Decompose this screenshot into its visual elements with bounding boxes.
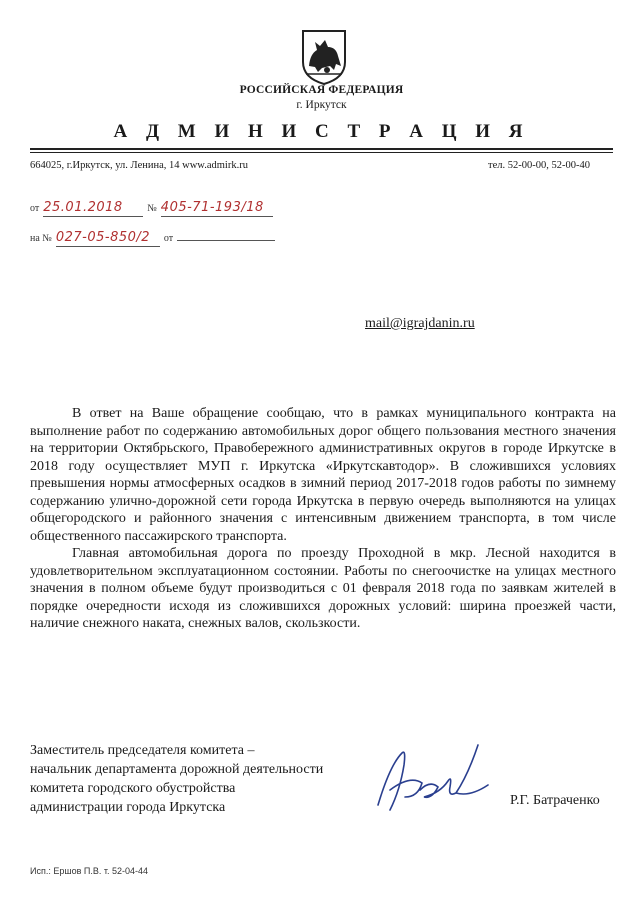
- country-name: РОССИЙСКАЯ ФЕДЕРАЦИЯ: [239, 84, 404, 96]
- registration-number: 405-71-193/18: [160, 200, 264, 215]
- signatory-title: [30, 741, 323, 817]
- registration-date: 25.01.2018: [43, 200, 123, 215]
- reply-from-label: от: [163, 233, 174, 244]
- body-paragraph: Главная автомобильная дорога по проезду Проходной в мкр. Лесной находится в удовлетворительном эксплуатационном состоянии. Работы по снегоочистке на улицах местного значения в полном объеме будут производиться с 01 февраля 2018 года по заявкам жителей в порядке очередности исходя из сложившихся дорожных условий: ширина проезжей части, наличие снежного наката, снежных валов, скользкости.: [30, 546, 616, 631]
- coat-of-arms-icon: [300, 28, 348, 86]
- executor-note: Исп.: Ершов П.В. т. 52-04-44: [30, 866, 148, 876]
- address: 664025, г.Иркутск, ул. Ленина, 14 www.admirk.ru: [30, 160, 248, 171]
- header-rule: [30, 148, 613, 150]
- reply-label: на №: [30, 233, 52, 244]
- signatory-title-line: Заместитель председателя комитета –: [30, 743, 255, 758]
- registration-row: [30, 198, 273, 217]
- city-name: г. Иркутск: [296, 99, 347, 111]
- reply-row: [30, 228, 275, 247]
- header-rule-thin: [30, 152, 613, 153]
- signatory-title-line: начальник департамента дорожной деятельности: [30, 762, 324, 777]
- signatory-name: Р.Г. Батраченко: [510, 793, 600, 808]
- number-label: №: [147, 203, 157, 214]
- signatory-title-line: администрации города Иркутска: [30, 800, 226, 815]
- letter-body: [30, 405, 616, 633]
- body-paragraph: В ответ на Ваше обращение сообщаю, что в рамках муниципального контракта на выполнение работ по содержанию автомобильных дорог общего пользования местного значения на территории Октябрьского, Правобережного административных округов в городе Иркутске в 2018 году осуществляет МУП г. Иркутска «Иркутскавтодор». В сложившихся условиях превышения нормы атмосферных осадков в зимний период 2017-2018 годов работы по зимнему содержанию улично-дорожной сети города Иркутска в первую очередь выполняются на улицах общегородского и районного значения с интенсивным движением транспорта, в том числе общественного пассажирского транспорта.: [30, 406, 616, 544]
- reply-date-blank: [177, 228, 275, 241]
- reply-number: 027-05-850/2: [55, 230, 151, 245]
- from-label: от: [30, 203, 40, 214]
- organization-title: А Д М И Н И С Т Р А Ц И Я: [113, 121, 530, 142]
- handwritten-signature: [360, 735, 500, 825]
- signatory-title-line: комитета городского обустройства: [30, 781, 236, 796]
- recipient-email[interactable]: mail@igrajdanin.ru: [365, 316, 475, 331]
- phone: тел. 52-00-00, 52-00-40: [488, 160, 590, 171]
